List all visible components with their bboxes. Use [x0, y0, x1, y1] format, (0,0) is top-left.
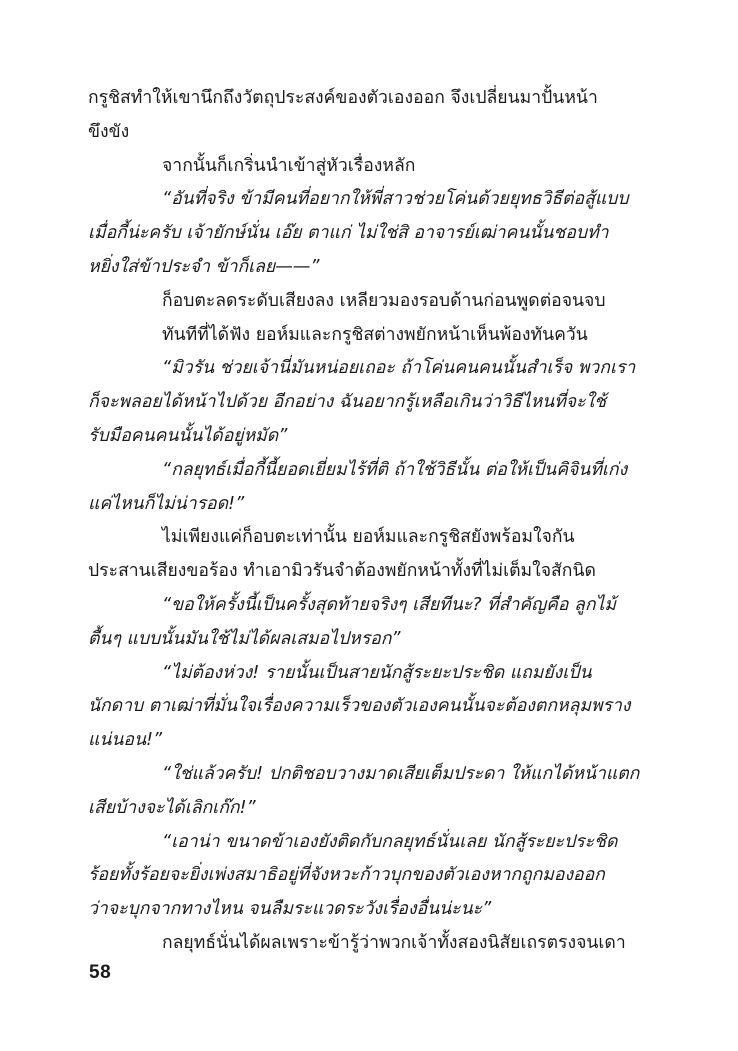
- text-line: เสียบ้างจะได้เลิกเก๊ก!”: [88, 797, 256, 818]
- text-line: แค่ไหนก็ไม่น่ารอด!”: [88, 493, 245, 514]
- text-line: “อันที่จริง ข้ามีคนที่อยากให้พี่สาวช่วยโค่นด้วยยุทธวิธีต่อสู้แบบ: [162, 189, 629, 210]
- text-line: ประสานเสียงขอร้อง ทำเอามิวรันจำต้องพยักหน้าทั้งที่ไม่เต็มใจสักนิด: [88, 561, 596, 582]
- text-line: ทันทีที่ได้ฟัง ยอห์มและกรูชิสต่างพยักหน้าเห็นพ้องทันควัน: [162, 324, 588, 345]
- text-line: รับมือคนคนนั้นได้อยู่หมัด”: [88, 425, 288, 446]
- text-line: “กลยุทธ์เมื่อกี้นี้ยอดเยี่ยมไร้ที่ติ ถ้าใช้วิธีนั้น ต่อให้เป็นคิจินที่เก่ง: [162, 459, 628, 480]
- text-line: ร้อยทั้งร้อยจะยิ่งเพ่งสมาธิอยู่ที่จังหวะก้าวบุกของตัวเองหากถูกมองออก: [88, 865, 605, 886]
- text-line: จากนั้นก็เกริ่นนำเข้าสู่หัวเรื่องหลัก: [162, 155, 416, 176]
- text-line: กลยุทธ์นั่นได้ผลเพราะข้ารู้ว่าพวกเจ้าทั้งสองนิสัยเถรตรงจนเดา: [162, 932, 626, 953]
- text-line: “เอาน่า ขนาดข้าเองยังติดกับกลยุทธ์นั่นเลย นักสู้ระยะประชิด: [162, 831, 618, 852]
- text-line: “ใช่แล้วครับ! ปกติชอบวางมาดเสียเต็มประดา ให้แกได้หน้าแตก: [162, 763, 640, 784]
- text-line: หยิ่งใส่ข้าประจำ ข้าก็เลย——”: [88, 256, 320, 277]
- text-line: กรูชิสทำให้เขานึกถึงวัตถุประสงค์ของตัวเองออก จึงเปลี่ยนมาปั้นหน้า: [88, 88, 598, 108]
- text-line: แน่นอน!”: [88, 730, 163, 751]
- text-line: ว่าจะบุกจากทางไหน จนลืมระแวดระวังเรื่องอื่นน่ะนะ”: [88, 899, 492, 920]
- text-line: “ไม่ต้องห่วง! รายนั้นเป็นสายนักสู้ระยะประชิด แถมยังเป็น: [162, 662, 592, 683]
- text-line: “ขอให้ครั้งนี้เป็นครั้งสุดท้ายจริงๆ เสียทีนะ? ที่สำคัญคือ ลูกไม้: [162, 594, 616, 615]
- text-line: ขึงขัง: [88, 121, 130, 142]
- text-line: “มิวรัน ช่วยเจ้านี่มันหน่อยเถอะ ถ้าโค่นคนคนนั้นสำเร็จ พวกเรา: [162, 358, 636, 379]
- text-line: ตื้นๆ แบบนั้นมันใช้ไม่ได้ผลเสมอไปหรอก”: [88, 628, 401, 649]
- text-line: นักดาบ ตาเฒ่าที่มั่นใจเรื่องความเร็วของตัวเองคนนั้นจะต้องตกหลุมพราง: [88, 696, 631, 717]
- text-line: เมื่อกี้น่ะครับ เจ้ายักษ์นั่น เอ๊ย ตาแก่ ไม่ใช่สิ อาจารย์เฒ่าคนนั้นชอบทำ: [88, 223, 609, 244]
- page-number: 58: [89, 962, 112, 983]
- text-line: ก็จะพลอยได้หน้าไปด้วย อีกอย่าง ฉันอยากรู้เหลือเกินว่าวิธีไหนที่จะใช้: [88, 392, 607, 413]
- text-line: ไม่เพียงแค่ก็อบตะเท่านั้น ยอห์มและกรูชิสยังพร้อมใจกัน: [162, 527, 575, 548]
- body-text: [88, 82, 654, 961]
- text-line: ก็อบตะลดระดับเสียงลง เหลียวมองรอบด้านก่อนพูดต่อจนจบ: [162, 290, 606, 311]
